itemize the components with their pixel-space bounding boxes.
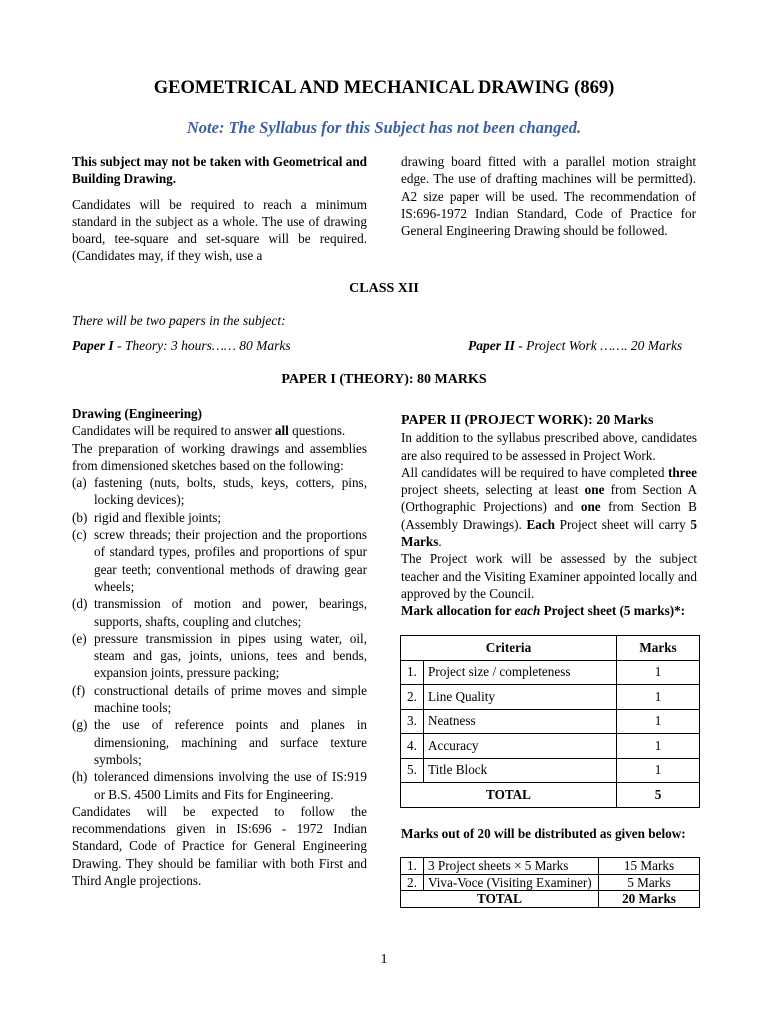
bold-span: Each: [526, 516, 556, 532]
text-span: Project sheet (5 marks)*:: [540, 603, 686, 619]
text-span: project sheets, selecting at least: [401, 482, 585, 498]
paper-2-name: Paper II: [468, 338, 515, 353]
distribution-heading: Marks out of 20 will be distributed as given below:: [401, 826, 686, 841]
text-span: All candidates will be required to have completed: [401, 464, 668, 480]
table-row: [401, 874, 700, 891]
row-number: 1.: [401, 660, 424, 685]
table-header-row: [401, 636, 700, 661]
list-item: [72, 768, 367, 803]
table-row: [401, 858, 700, 875]
list-item-text: toleranced dimensions involving the use of IS:919 or B.S. 4500 Limits and Fits for Engineering.: [94, 769, 367, 802]
papers-intro: There will be two papers in the subject:: [72, 313, 286, 328]
theory-heading: PAPER I (THEORY): 80 MARKS: [281, 372, 487, 387]
intro-paragraph: Candidates will be required to reach a minimum standard in the subject as a whole. The use of drawing board, tee-square and set-square will be required. (Candidates may, if they wish, use a: [72, 196, 367, 264]
list-item-label: (f): [72, 682, 86, 698]
marks-cell: 5 Marks: [599, 874, 700, 891]
text-span: .: [438, 534, 442, 550]
list-item-text: screw threads; their projection and the proportions of standard types, profiles and proportions of spur gear teeth; conventional methods of drawing gear wheels;: [94, 527, 367, 594]
marks-cell: 1: [617, 734, 700, 759]
list-item-text: rigid and flexible joints;: [94, 509, 222, 525]
table-row: [401, 660, 700, 685]
table-total-row: [401, 783, 700, 808]
class-heading: CLASS XII: [349, 281, 419, 296]
drawing-heading: Drawing (Engineering): [72, 406, 203, 421]
list-item-label: (d): [72, 596, 88, 612]
allocation-heading: [401, 602, 697, 619]
marks-cell: 1: [617, 660, 700, 685]
drawing-intro-end: questions.: [288, 423, 346, 439]
column-header-criteria: Criteria: [401, 636, 617, 661]
bold-span: one: [580, 499, 601, 515]
list-item: [72, 630, 367, 682]
marks-cell: 1: [617, 685, 700, 710]
paper-1-detail: - Theory: 3 hours…… 80 Marks: [113, 338, 291, 353]
list-item: [72, 595, 367, 630]
drawing-topics-list: [72, 474, 367, 803]
bold-span: 5 Marks: [401, 516, 697, 550]
list-item-label: (b): [72, 509, 88, 525]
list-item-label: (h): [72, 769, 88, 785]
list-item-text: transmission of motion and power, bearings, supports, shafts, coupling and clutches;: [94, 596, 367, 629]
list-item: [72, 682, 367, 717]
page-number: 1: [380, 952, 388, 967]
criteria-cell: Project size / completeness: [424, 660, 617, 685]
list-item-text: pressure transmission in pipes using water, oil, steam and gas, joints, unions, tees and bends, expansion joints, pressure packing;: [94, 630, 367, 681]
total-marks: 20 Marks: [599, 891, 700, 908]
intro-right-column: [401, 153, 696, 239]
project-section: [401, 412, 697, 620]
drawing-section: [72, 405, 367, 889]
item-cell: 3 Project sheets × 5 Marks: [424, 858, 599, 875]
list-item-label: (e): [72, 630, 87, 646]
total-label: TOTAL: [401, 783, 617, 808]
subject-restriction: This subject may not be taken with Geometrical and Building Drawing.: [72, 154, 367, 187]
bold-span: one: [584, 482, 605, 498]
project-heading: PAPER II (PROJECT WORK): 20 Marks: [401, 413, 654, 428]
paper-1-name: Paper I: [72, 338, 114, 353]
text-span: Mark allocation for: [401, 603, 515, 619]
item-cell: Viva-Voce (Visiting Examiner): [424, 874, 599, 891]
marks-cell: 15 Marks: [599, 858, 700, 875]
total-marks: 5: [617, 783, 700, 808]
list-item: [72, 509, 367, 526]
paper-1-summary: [72, 338, 291, 354]
row-number: 1.: [401, 858, 424, 875]
paper-2-summary: [468, 338, 682, 354]
row-number: 4.: [401, 734, 424, 759]
page-title: GEOMETRICAL AND MECHANICAL DRAWING (869): [153, 78, 615, 98]
list-item: [72, 474, 367, 509]
criteria-cell: Neatness: [424, 709, 617, 734]
column-header-marks: Marks: [617, 636, 700, 661]
marks-cell: 1: [617, 709, 700, 734]
drawing-intro-bold: all: [274, 423, 289, 439]
drawing-intro-2: The preparation of working drawings and assemblies from dimensioned sketches based on the following:: [72, 440, 367, 473]
table-row: [401, 709, 700, 734]
table-row: [401, 734, 700, 759]
text-span: Project sheet will carry: [555, 516, 691, 532]
drawing-closing: Candidates will be expected to follow the recommendations given in IS:696 - 1972 Indian Standard, Code of Practice for General Engineering Drawing. They should be familiar with both First and Third Angle projections.: [72, 803, 367, 889]
drawing-intro-text: Candidates will be required to answer: [72, 423, 275, 439]
project-para-1: In addition to the syllabus prescribed above, candidates are also required to be assessed in Project Work.: [401, 430, 697, 463]
row-number: 2.: [401, 685, 424, 710]
criteria-cell: Accuracy: [424, 734, 617, 759]
row-number: 2.: [401, 874, 424, 891]
text-span: from Section A (Orthographic Projections) and: [401, 482, 697, 515]
list-item-text: the use of reference points and planes in dimensioning, machining and surface texture symbols;: [94, 717, 367, 767]
intro-paragraph-continued: drawing board fitted with a parallel motion straight edge. The use of drafting machines will be permitted). A2 size paper will be used. The recommendation of IS:696-1972 Indian Standard, Code of Practice for General Engineering Drawing should be followed.: [401, 154, 696, 239]
list-item-text: constructional details of prime moves and simple machine tools;: [94, 682, 367, 716]
intro-left-column: [72, 153, 367, 265]
drawing-intro: [72, 422, 367, 439]
table-row: [401, 758, 700, 783]
italic-span: each: [514, 603, 541, 619]
project-para-2: [401, 464, 697, 550]
list-item-label: (g): [72, 717, 88, 733]
distribution-table: [400, 857, 700, 908]
total-label: TOTAL: [401, 891, 599, 908]
syllabus-note: Note: The Syllabus for this Subject has not been changed.: [186, 118, 582, 137]
criteria-cell: Title Block: [424, 758, 617, 783]
table-row: [401, 685, 700, 710]
list-item-label: (a): [72, 475, 87, 491]
criteria-cell: Line Quality: [424, 685, 617, 710]
paper-2-detail: - Project Work ……. 20 Marks: [514, 338, 683, 353]
row-number: 5.: [401, 758, 424, 783]
row-number: 3.: [401, 709, 424, 734]
criteria-table: [400, 635, 700, 808]
list-item: [72, 526, 367, 595]
table-total-row: [401, 891, 700, 908]
project-para-3: The Project work will be assessed by the subject teacher and the Visiting Examiner appointed locally and approved by the Council.: [401, 551, 697, 601]
marks-cell: 1: [617, 758, 700, 783]
bold-span: three: [667, 464, 697, 480]
list-item-label: (c): [72, 527, 87, 543]
text-span: from Section B (Assembly Drawings).: [401, 499, 697, 532]
list-item: [72, 716, 367, 768]
list-item-text: fastening (nuts, bolts, studs, keys, cotters, pins, locking devices);: [94, 475, 367, 508]
